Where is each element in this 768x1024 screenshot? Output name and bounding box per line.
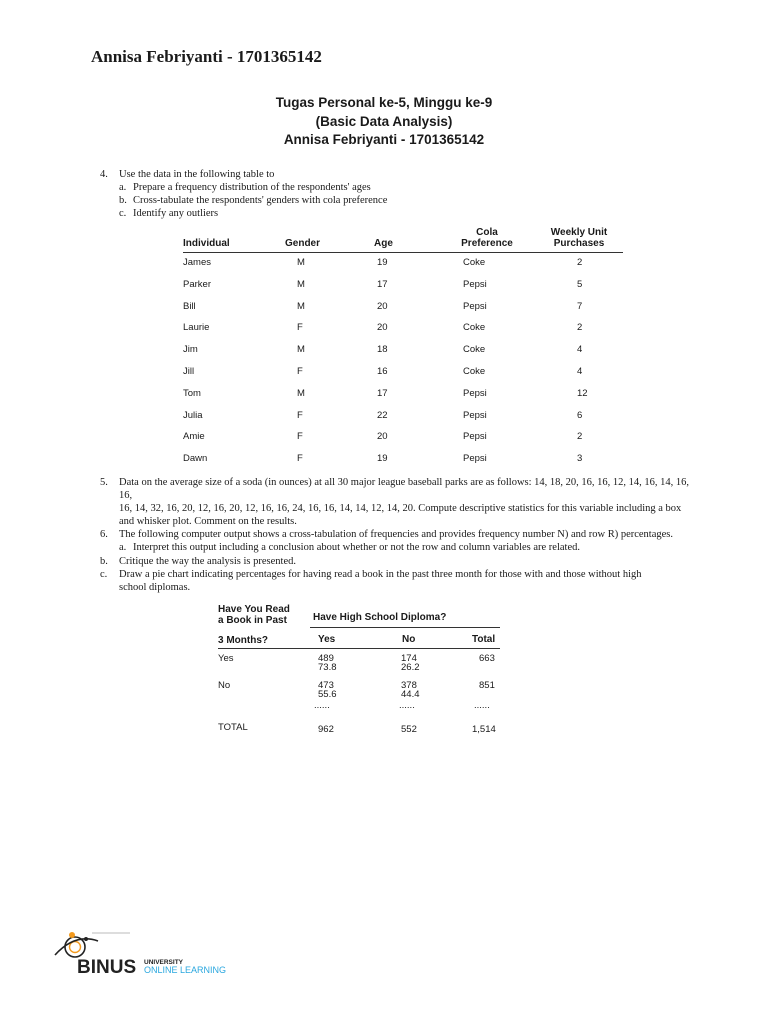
q4-item-b-label: b. — [119, 195, 127, 206]
question-5-line-3: and whisker plot. Comment on the results. — [119, 516, 297, 527]
cell-age: 19 — [377, 257, 388, 268]
cell-gender: F — [297, 431, 303, 443]
document-header-author: Annisa Febriyanti - 1701365142 — [91, 47, 322, 66]
crosstab-spanner-rule — [310, 627, 500, 628]
table-row — [183, 318, 623, 340]
col-header-individual: Individual — [183, 238, 230, 249]
document-title-block — [0, 94, 768, 150]
col-header-weekly — [539, 227, 619, 249]
cell-individual: Jim — [183, 344, 198, 356]
crosstab-total-label: TOTAL — [218, 722, 248, 733]
question-4-text: Use the data in the following table to — [119, 169, 275, 180]
crosstab-row-variable-label — [218, 604, 290, 646]
q4-item-c-text: Identify any outliers — [133, 208, 219, 219]
cell-individual: Tom — [183, 387, 201, 399]
crosstab-total-no: 552 — [401, 724, 417, 735]
q6-item-c-line-1: Draw a pie chart indicating percentages for having read a book in the past three month for those with and those without high — [119, 569, 642, 580]
crosstab-total-all: 1,514 — [472, 724, 496, 735]
cell-gender: M — [297, 278, 305, 290]
crosstab-col-total: Total — [472, 634, 496, 645]
crosstab-header — [218, 604, 500, 648]
respondents-table-body — [183, 253, 623, 471]
binus-logo-graphic — [50, 925, 240, 977]
cell-purchases: 3 — [577, 453, 583, 465]
cell-cola: Coke — [463, 344, 486, 356]
cell-purchases: 12 — [577, 387, 588, 399]
question-4 — [100, 168, 387, 220]
crosstab-dots: ...... — [314, 700, 330, 711]
crosstab-cell-total: 663 — [479, 653, 495, 664]
crosstab-corner-line1: Have You Read — [218, 604, 290, 615]
crosstab-cell-percent: 55.6 — [318, 689, 337, 700]
question-5 — [100, 476, 700, 554]
cell-gender: M — [297, 387, 305, 399]
question-4-number: 4. — [100, 169, 108, 180]
cell-age: 18 — [377, 344, 388, 356]
cell-purchases: 5 — [577, 278, 583, 290]
q6-item-a-text: Interpret this output including a conclusion about whether or not the row and column variables are related. — [133, 542, 580, 553]
q6-item-c-line-2: school diplomas. — [119, 582, 191, 593]
question-5-line-1: Data on the average size of a soda (in ounces) at all 30 major league baseball parks are as follows: 14, 18, 20, 16, 16, 12, 14, 16, 14, 16, 16, — [119, 477, 690, 501]
cell-gender: M — [297, 300, 305, 312]
title-line-3: Annisa Febriyanti - 1701365142 — [283, 132, 485, 147]
crosstab-corner-line2: a Book in Past — [218, 615, 287, 626]
respondents-table-header — [183, 225, 623, 253]
question-6-continued — [100, 555, 700, 594]
q4-item-a-label: a. — [119, 182, 127, 193]
crosstab-column-variable-label: Have High School Diploma? — [313, 612, 447, 623]
col-header-gender: Gender — [285, 238, 321, 249]
table-row — [183, 253, 623, 275]
question-6-number: 6. — [100, 529, 108, 540]
title-line-1: Tugas Personal ke-5, Minggu ke-9 — [275, 95, 493, 110]
cell-individual: Laurie — [183, 322, 210, 334]
cell-individual: Julia — [183, 409, 203, 421]
cell-purchases: 6 — [577, 409, 583, 421]
crosstab-table — [218, 604, 500, 740]
cell-gender: F — [297, 453, 303, 465]
crosstab-dots: ...... — [399, 700, 415, 711]
table-row — [183, 362, 623, 384]
cell-gender: M — [297, 344, 305, 356]
logo-sub-online-learning: ONLINE LEARNING — [144, 965, 227, 975]
question-6 — [100, 528, 700, 541]
cell-purchases: 4 — [577, 365, 583, 377]
question-5-number: 5. — [100, 477, 108, 488]
logo-word: BINUS — [77, 957, 137, 977]
cell-individual: Bill — [183, 300, 196, 312]
cell-gender: F — [297, 322, 303, 334]
crosstab-cell-count: 174 — [401, 653, 417, 664]
crosstab-total-yes: 962 — [318, 724, 334, 735]
col-header-weekly-line1: Weekly Unit — [550, 227, 608, 238]
col-header-weekly-line2: Purchases — [553, 238, 605, 249]
cell-age: 22 — [377, 409, 388, 421]
col-header-age: Age — [374, 238, 393, 249]
cell-cola: Pepsi — [463, 278, 487, 290]
table-row — [183, 340, 623, 362]
crosstab-cell-percent: 44.4 — [401, 689, 420, 700]
cell-gender: F — [297, 365, 303, 377]
table-row — [183, 449, 623, 471]
cell-purchases: 4 — [577, 344, 583, 356]
crosstab-dots: ...... — [474, 700, 490, 711]
cell-cola: Coke — [463, 365, 486, 377]
cell-individual: Dawn — [183, 453, 208, 465]
cell-cola: Pepsi — [463, 453, 487, 465]
cell-individual: Jill — [183, 365, 195, 377]
cell-age: 17 — [377, 387, 388, 399]
cell-purchases: 2 — [577, 431, 583, 443]
cell-age: 16 — [377, 365, 388, 377]
cell-purchases: 2 — [577, 322, 583, 334]
q6-item-b-text: Critique the way the analysis is presented. — [119, 556, 296, 567]
question-5-line-2: 16, 14, 32, 16, 20, 12, 16, 20, 12, 16, 16, 24, 16, 16, 14, 14, 12, 14, 20. Compute descriptive statistics for this variable including a box — [119, 503, 682, 514]
crosstab-cell-count: 378 — [401, 680, 417, 691]
cell-gender: F — [297, 409, 303, 421]
crosstab-cell-percent: 26.2 — [401, 662, 420, 673]
q4-item-b-text: Cross-tabulate the respondents' genders with cola preference — [133, 195, 388, 206]
crosstab-row-no — [218, 675, 500, 720]
col-header-cola — [447, 227, 527, 249]
cell-age: 20 — [377, 300, 388, 312]
cell-age: 20 — [377, 322, 388, 334]
question-6-text: The following computer output shows a cross-tabulation of frequencies and provides frequency number N) and row R) percentages. — [119, 529, 673, 540]
q4-item-a-text: Prepare a frequency distribution of the respondents' ages — [133, 182, 371, 193]
q6-item-a-label: a. — [119, 542, 127, 553]
cell-cola: Pepsi — [463, 431, 487, 443]
cell-purchases: 7 — [577, 300, 583, 312]
cell-cola: Coke — [463, 257, 486, 268]
col-header-cola-line1: Cola — [476, 227, 498, 238]
crosstab-corner-line3: 3 Months? — [218, 635, 268, 646]
logo-sub-university: UNIVERSITY — [144, 959, 184, 966]
cell-purchases: 2 — [577, 257, 583, 268]
cell-cola: Coke — [463, 322, 486, 334]
cell-cola: Pepsi — [463, 300, 487, 312]
table-row — [183, 275, 623, 297]
table-row — [183, 384, 623, 406]
crosstab-cell-count: 489 — [318, 653, 334, 664]
logo-orange-dot — [69, 932, 75, 938]
crosstab-row-yes — [218, 648, 500, 675]
q6-item-b-label: b. — [100, 556, 108, 567]
cell-gender: M — [297, 257, 305, 268]
binus-logo — [50, 925, 240, 977]
table-row — [183, 427, 623, 449]
cell-age: 17 — [377, 278, 388, 290]
cell-cola: Pepsi — [463, 409, 487, 421]
cell-age: 19 — [377, 453, 388, 465]
cell-individual: Parker — [183, 278, 211, 290]
q4-item-c-label: c. — [119, 208, 127, 219]
table-row — [183, 406, 623, 428]
table-row — [183, 297, 623, 319]
cell-individual: James — [183, 257, 211, 268]
crosstab-col-yes: Yes — [318, 634, 336, 645]
crosstab-row-label: No — [218, 680, 231, 691]
crosstab-row-label: Yes — [218, 653, 234, 664]
q6-item-c-label: c. — [100, 569, 108, 580]
title-line-2: (Basic Data Analysis) — [315, 113, 453, 129]
crosstab-cell-total: 851 — [479, 680, 495, 691]
col-header-cola-line2: Preference — [461, 238, 513, 249]
respondents-table — [183, 225, 623, 471]
cell-individual: Amie — [183, 431, 205, 443]
crosstab-col-no: No — [402, 634, 416, 645]
crosstab-cell-count: 473 — [318, 680, 334, 691]
cell-age: 20 — [377, 431, 388, 443]
crosstab-row-total — [218, 720, 500, 740]
crosstab-cell-percent: 73.8 — [318, 662, 337, 673]
cell-cola: Pepsi — [463, 387, 487, 399]
